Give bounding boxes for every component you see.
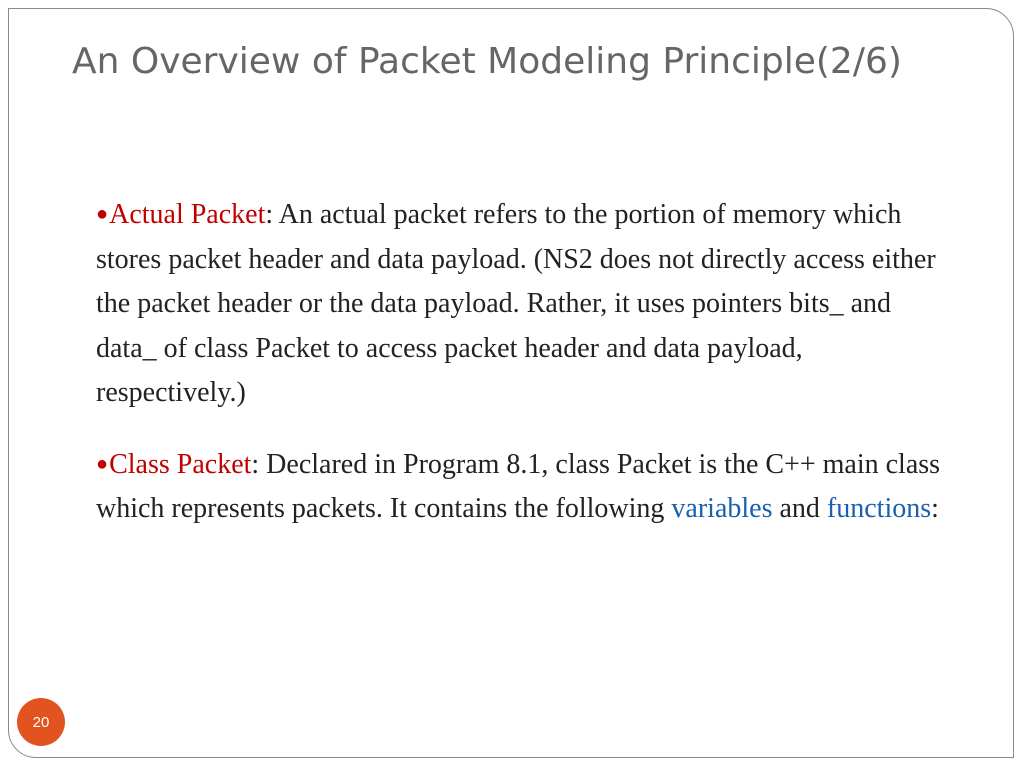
class-packet-connector: and: [772, 493, 827, 524]
bullet-dot-icon: ●: [96, 452, 109, 475]
bullet-dot-icon: ●: [96, 203, 109, 225]
class-packet-description: : Declared in Program 8.1, class Packet is the C++ main class which represents packets. It contains the following: [96, 448, 941, 524]
actual-packet-description: : An actual packet refers to the portion of memory which stores packet header and data payload. (NS2 does not directly access either the packet header or the data payload. Rather, it uses pointers bits_ and data_ of class Packet to access packet header and data payload, respectively.): [96, 199, 936, 408]
slide-title: An Overview of Packet Modeling Principle(2/6): [72, 41, 902, 82]
class-packet-colon: :: [931, 493, 939, 524]
term-functions: functions: [826, 493, 932, 524]
bullet-class-packet: [96, 442, 946, 532]
term-class-packet: Class Packet: [109, 448, 252, 480]
slide-body: [96, 192, 946, 532]
bullet-actual-packet: [96, 192, 946, 416]
page-number: 20: [32, 713, 50, 731]
term-actual-packet: Actual Packet: [109, 199, 266, 230]
term-variables: variables: [671, 493, 773, 524]
page-number-badge: [17, 698, 65, 746]
